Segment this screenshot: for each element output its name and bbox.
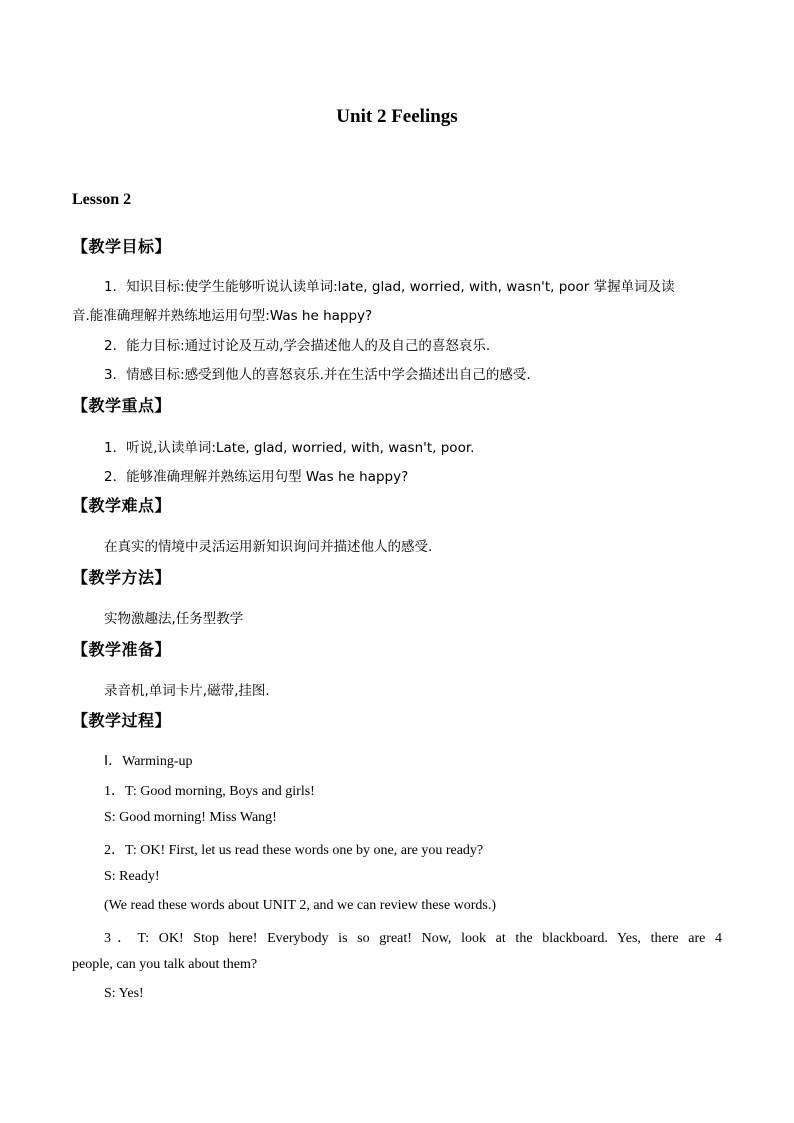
process-line-6: 3．T: OK! Stop here! Everybody is so great! Now, look at the blackboard. Yes, there are 4 bbox=[104, 931, 722, 946]
key-points-line-2: 2．能够准确理解并熟练运用句型 Was he happy? bbox=[104, 469, 409, 485]
page-title: Unit 2 Feelings bbox=[336, 106, 458, 127]
key-points-heading: 【教学重点】 bbox=[72, 396, 172, 415]
preparation-heading: 【教学准备】 bbox=[72, 640, 172, 659]
objectives-line-2: 2．能力目标:通过讨论及互动,学会描述他人的及自己的喜怒哀乐. bbox=[104, 338, 491, 354]
difficulties-line-1: 在真实的情境中灵活运用新知识询问并描述他人的感受. bbox=[104, 539, 433, 555]
process-line-1: 1．T: Good morning, Boys and girls! bbox=[104, 784, 315, 799]
methods-line-1: 实物激趣法,任务型教学 bbox=[104, 611, 244, 627]
process-line-3: 2．T: OK! First, let us read these words one by one, are you ready? bbox=[104, 843, 484, 858]
process-line-6-cont: people, can you talk about them? bbox=[72, 957, 258, 972]
objectives-heading: 【教学目标】 bbox=[72, 237, 172, 256]
process-step-1: Ⅰ．Warming-up bbox=[104, 754, 193, 769]
process-heading: 【教学过程】 bbox=[72, 711, 172, 730]
process-line-2: S: Good morning! Miss Wang! bbox=[104, 810, 277, 825]
lesson-label: Lesson 2 bbox=[72, 191, 132, 208]
process-line-4: S: Ready! bbox=[104, 869, 160, 884]
process-line-7: S: Yes! bbox=[104, 986, 144, 1001]
objectives-line-1-cont: 音.能准确理解并熟练地运用句型:Was he happy? bbox=[72, 308, 373, 324]
difficulties-heading: 【教学难点】 bbox=[72, 496, 172, 515]
objectives-line-3: 3．情感目标:感受到他人的喜怒哀乐.并在生活中学会描述出自己的感受. bbox=[104, 367, 531, 383]
methods-heading: 【教学方法】 bbox=[72, 568, 172, 587]
key-points-line-1: 1．听说,认读单词:Late, glad, worried, with, wasn't, poor. bbox=[104, 440, 475, 456]
objectives-line-1: 1．知识目标:使学生能够听说认读单词:late, glad, worried, with, wasn't, poor 掌握单词及读 bbox=[104, 279, 675, 295]
preparation-line-1: 录音机,单词卡片,磁带,挂图. bbox=[104, 683, 270, 699]
process-line-5: (We read these words about UNIT 2, and we can review these words.) bbox=[104, 898, 497, 913]
